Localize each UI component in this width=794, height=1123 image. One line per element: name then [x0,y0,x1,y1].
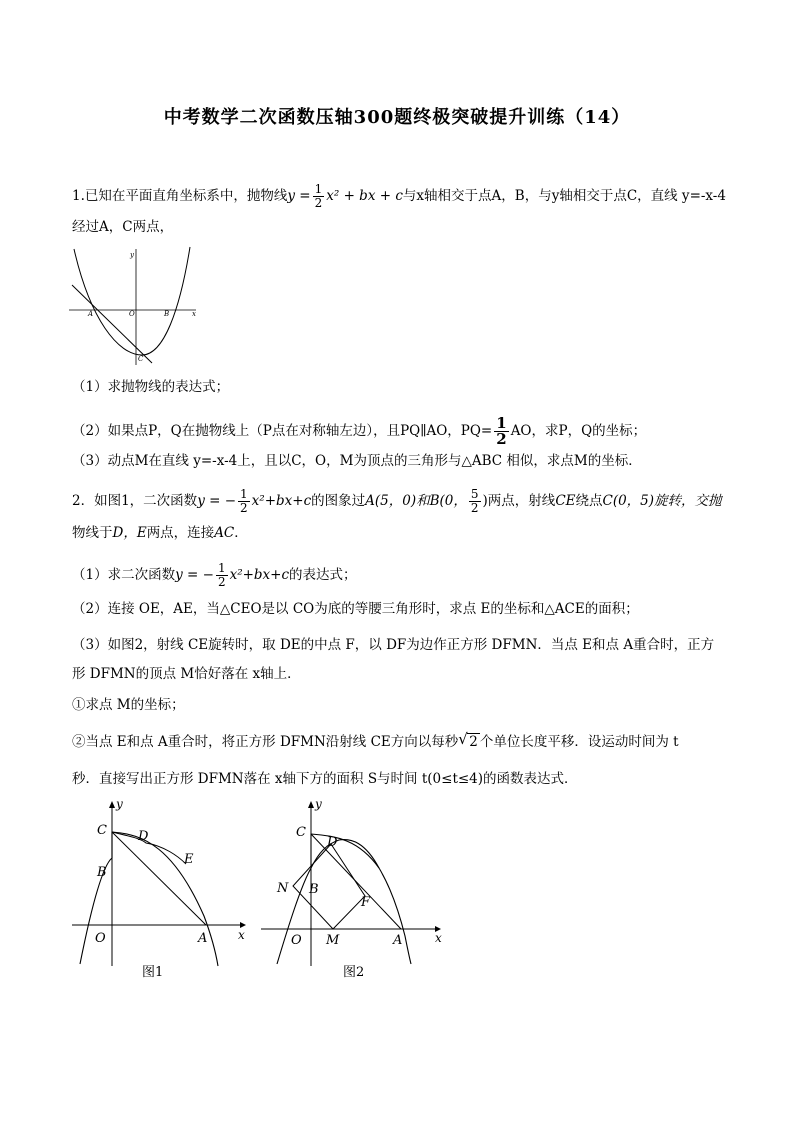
q2-frac-den: 2 [240,501,248,515]
q2-b-frac-num: 5 [470,487,479,501]
q2-b-fraction [469,488,481,515]
q2-part1-frac-den: 2 [217,575,226,589]
q2-line2-text-b: 两点，连接 [146,525,215,541]
q1-line1-text-b: 与x轴相交于点A，B，与y轴相交于点C，直线 y=-x-4 [402,188,726,204]
q1-fraction [313,183,325,210]
q2-b-frac-den: 2 [470,501,479,515]
q2-part1-eq-rest: x²+bx+c [229,567,290,583]
q2-eq-y: y = − [197,493,237,509]
q2-ray-ce: CE [555,493,576,509]
q2-line1-text-c: )两点，射线 [482,493,556,509]
q2-figure-2 [255,796,455,982]
q1-fig-label-a: A [88,310,94,318]
q1-part2-text-b: AO，求P，Q的坐标； [510,423,647,439]
q1-line2: 经过A，C两点， [72,219,174,235]
q2-part1-eq-y: y = − [175,567,214,583]
q2-line1-text-b: 的图象过 [311,493,366,509]
q1-part2-frac-num: 1 [496,414,507,432]
q2-point-a: A(5，0)和 [365,493,430,509]
fig1-label-x: x [238,928,245,942]
q2-sub2-sqrt-value: 2 [469,734,478,750]
q2-part1-text-a: （1）求二次函数 [72,567,176,583]
q2-part3-line1: （3）如图2，射线 CE旋转时，取 DE的中点 F，以 DF为边作正方形 DFMN．当点 E和点 A重合时，正方 [72,637,715,653]
sqrt-radical-icon: √ [458,730,468,748]
q1-line1-text-a: 1.已知在平面直角坐标系中，抛物线 [72,188,288,204]
fig2-label-b: B [309,882,319,897]
q1-frac-num: 1 [314,182,323,196]
fig2-label-o: O [291,933,302,948]
q1-fig-label-c: C [138,355,144,363]
fig2-label-c: C [296,825,306,840]
q2-line2-de: D，E [112,525,147,541]
fig1-label-a: A [198,931,208,946]
q2-part3-line2: 形 DFMN的顶点 M恰好落在 x轴上． [72,666,301,682]
fig1-label-o: O [95,931,106,946]
q1-frac-den: 2 [314,196,323,210]
fig1-label-d: D [138,829,149,844]
q2-line2-text-c: ． [234,525,248,541]
fig2-label-y: y [315,797,322,811]
fig2-label-m: M [326,933,340,948]
q2-eq-rest: x²+bx+c [251,493,312,509]
q2-sub2-text-b: 个单位长度平移．设运动时间为 t [479,734,679,750]
q1-figure [66,243,200,369]
q2-part1 [72,562,357,589]
q2-part1-fraction [216,562,228,589]
q1-fig-label-y: y [130,251,134,259]
q2-figure-1 [66,796,256,982]
q2-sub2-text-a: ②当点 E和点 A重合时，将正方形 DFMN沿射线 CE方向以每秒 [72,734,459,750]
q2-line1-text-a: 2．如图1，二次函数 [72,493,198,509]
q2-sub2-line2: 秒．直接写出正方形 DFMN落在 x轴下方的面积 S与时间 t(0≤t≤4)的函数表达式． [72,771,578,787]
fig1-caption: 图1 [142,965,164,980]
q2-fraction [238,488,250,515]
q2-part1-frac-num: 1 [217,561,226,575]
q1-part2-frac-den: 2 [496,430,507,448]
fig2-label-f: F [361,895,371,910]
fig2-label-a: A [393,933,403,948]
q1-line1 [72,183,726,210]
q1-eq-y: y = [287,188,311,204]
q1-fig-label-x: x [192,310,196,318]
q2-line1 [72,488,722,515]
fig2-label-n: N [277,881,289,896]
fig1-label-e: E [184,852,194,867]
fig2-label-d: D [327,835,338,850]
q2-line2-text-a: 物线于 [72,525,113,541]
q1-fig-label-b: B [164,310,170,318]
q2-sub1: ①求点 M的坐标； [72,697,185,713]
q1-part1: （1）求抛物线的表达式； [72,379,230,395]
q1-part3: （3）动点M在直线 y=-x-4上，且以C，O，M为顶点的三角形与△ABC 相似，求点M的坐标． [72,453,642,469]
fig2-label-x: x [435,931,442,945]
q2-sub2 [72,730,679,751]
fig1-label-b: B [97,865,107,880]
fig1-label-y: y [116,797,123,811]
q2-part2: （2）连接 OE，AE，当△CEO是以 CO为底的等腰三角形时，求点 E的坐标和△ACE的面积； [72,601,639,617]
q2-frac-num: 1 [240,487,248,501]
q1-fig-label-o: O [129,310,135,318]
fig2-caption: 图2 [343,965,365,980]
q2-line2-ac: AC [214,525,235,541]
fig1-label-c: C [97,823,107,838]
q1-part2 [72,416,646,447]
q1-part2-fraction [494,416,508,447]
q2-point-c: C(0，5)旋转，交抛 [602,493,722,509]
q2-line2 [72,524,248,542]
q2-sub2-sqrt [458,730,480,751]
q1-eq-rest: x² + bx + c [326,188,403,204]
q2-point-b: B(0， [429,493,467,509]
q2-part1-text-b: 的表达式； [289,567,357,583]
page-title: 中考数学二次函数压轴300题终极突破提升训练（14） [163,107,631,128]
q2-line1-text-d: 绕点 [575,493,603,509]
q1-part2-text-a: （2）如果点P，Q在抛物线上（P点在对称轴左边），且PQ∥AO，PQ= [72,423,493,439]
